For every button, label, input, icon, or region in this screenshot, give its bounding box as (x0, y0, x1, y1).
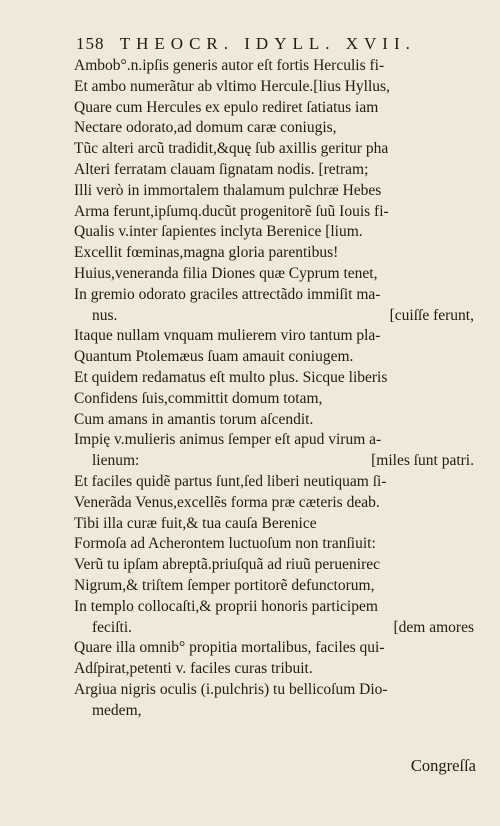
text-line (74, 306, 474, 327)
catchword: Congreſſa (410, 756, 476, 775)
line-text: lienum: (92, 452, 140, 470)
text-line (74, 493, 474, 514)
text-line (74, 451, 474, 472)
text-line (74, 368, 474, 389)
text-line (74, 160, 474, 181)
line-text: nus. (92, 306, 118, 324)
line-text: Quare cum Hercules ex epulo rediret ſatiatus iam (74, 98, 379, 116)
line-text: Impię v.mulieris animus ſemper eſt apud virum a- (74, 431, 382, 449)
text-line (74, 285, 474, 306)
line-text: Alteri ferratam clauam ſignatam nodis. [retram; (74, 160, 369, 178)
line-text: Qualis v.inter ſapientes inclyta Berenice [lium. (74, 223, 363, 241)
text-line (74, 77, 474, 98)
line-text: Cum amans in amantis torum aſcendit. (74, 410, 314, 428)
line-text: Verũ tu ipſam abreptã.priuſquã ad riuũ peruenirec (74, 556, 381, 574)
text-line (74, 576, 474, 597)
text-line (74, 389, 474, 410)
text-line (74, 202, 474, 223)
line-text: Formoſa ad Acherontem luctuoſum non tranſiuit: (74, 535, 376, 553)
line-text: Confidens ſuis,committit domum totam, (74, 389, 323, 407)
text-line (74, 98, 474, 119)
line-text: feciſti. (92, 618, 133, 636)
line-turnover: [cuiſſe ferunt, (389, 306, 474, 324)
line-text: Ambob°.n.ipſis generis autor eſt fortis Herculis fi- (74, 57, 385, 74)
text-line (74, 118, 474, 139)
line-text: Quare illa omnib° propitia mortalibus, faciles qui- (74, 639, 385, 657)
text-line (74, 264, 474, 285)
line-text: Et quidem redamatus eſt multo plus. Sicque liberis (74, 368, 388, 386)
line-text: Et ambo numerãtur ab vltimo Hercule.[lius Hyllus, (74, 77, 390, 95)
line-text: In gremio odorato graciles attrectãdo immiſit ma- (74, 285, 381, 303)
text-line (74, 659, 474, 680)
page-number: 158 (76, 34, 105, 53)
line-text: Itaque nullam vnquam mulierem viro tantum pla- (74, 327, 381, 345)
line-text: Arma ferunt,ipſumq.ducũt progenitorẽ ſuũ Iouis fi- (74, 202, 389, 220)
line-text: In templo collocaſti,& proprii honoris participem (74, 597, 378, 615)
line-text: Quantum Ptolemæus ſuam amauit coniugem. (74, 348, 354, 366)
text-body (74, 56, 474, 722)
line-text: Argiua nigris oculis (i.pulchris) tu bellicoſum Dio- (74, 680, 388, 698)
line-text: Adſpirat,petenti v. faciles curas tribuit. (74, 660, 313, 678)
text-line (74, 514, 474, 535)
line-text: Nigrum,& triſtem ſemper portitorẽ defunctorum, (74, 576, 375, 594)
line-text: Excellit fœminas,magna gloria parentibus! (74, 244, 339, 262)
text-line (74, 534, 474, 555)
text-line (74, 618, 474, 639)
text-line (74, 472, 474, 493)
line-text: Nectare odorato,ad domum caræ coniugis, (74, 119, 337, 137)
text-line (74, 410, 474, 431)
line-turnover: [dem amores (393, 618, 474, 636)
text-line (74, 347, 474, 368)
text-line (74, 638, 474, 659)
line-turnover: [miles ſunt patri. (371, 452, 474, 470)
page-header (76, 34, 416, 54)
text-line (74, 222, 474, 243)
text-line (74, 181, 474, 202)
text-line (74, 243, 474, 264)
text-line (74, 56, 474, 77)
line-text: Venerãda Venus,excellẽs forma præ cæteris deab. (74, 493, 380, 511)
text-line (74, 326, 474, 347)
text-line (74, 430, 474, 451)
running-title: THEOCR. IDYLL. XVII. (119, 34, 416, 53)
text-line (74, 597, 474, 618)
text-line (74, 680, 474, 701)
line-text: Huius,veneranda filia Diones quæ Cyprum tenet, (74, 264, 378, 282)
line-text: Et faciles quidẽ partus ſunt,ſed liberi neutiquam ſi- (74, 472, 387, 490)
line-text: Illi verò in immortalem thalamum pulchræ Hebes (74, 181, 382, 199)
line-text: Tibi illa curæ fuit,& tua cauſa Berenice (74, 514, 317, 532)
line-text: Tũc alteri arcũ tradidit,&quę ſub axillis geritur pha (74, 140, 389, 158)
text-line (74, 139, 474, 160)
text-line (74, 701, 474, 722)
text-line (74, 555, 474, 576)
line-text: medem, (92, 701, 142, 719)
